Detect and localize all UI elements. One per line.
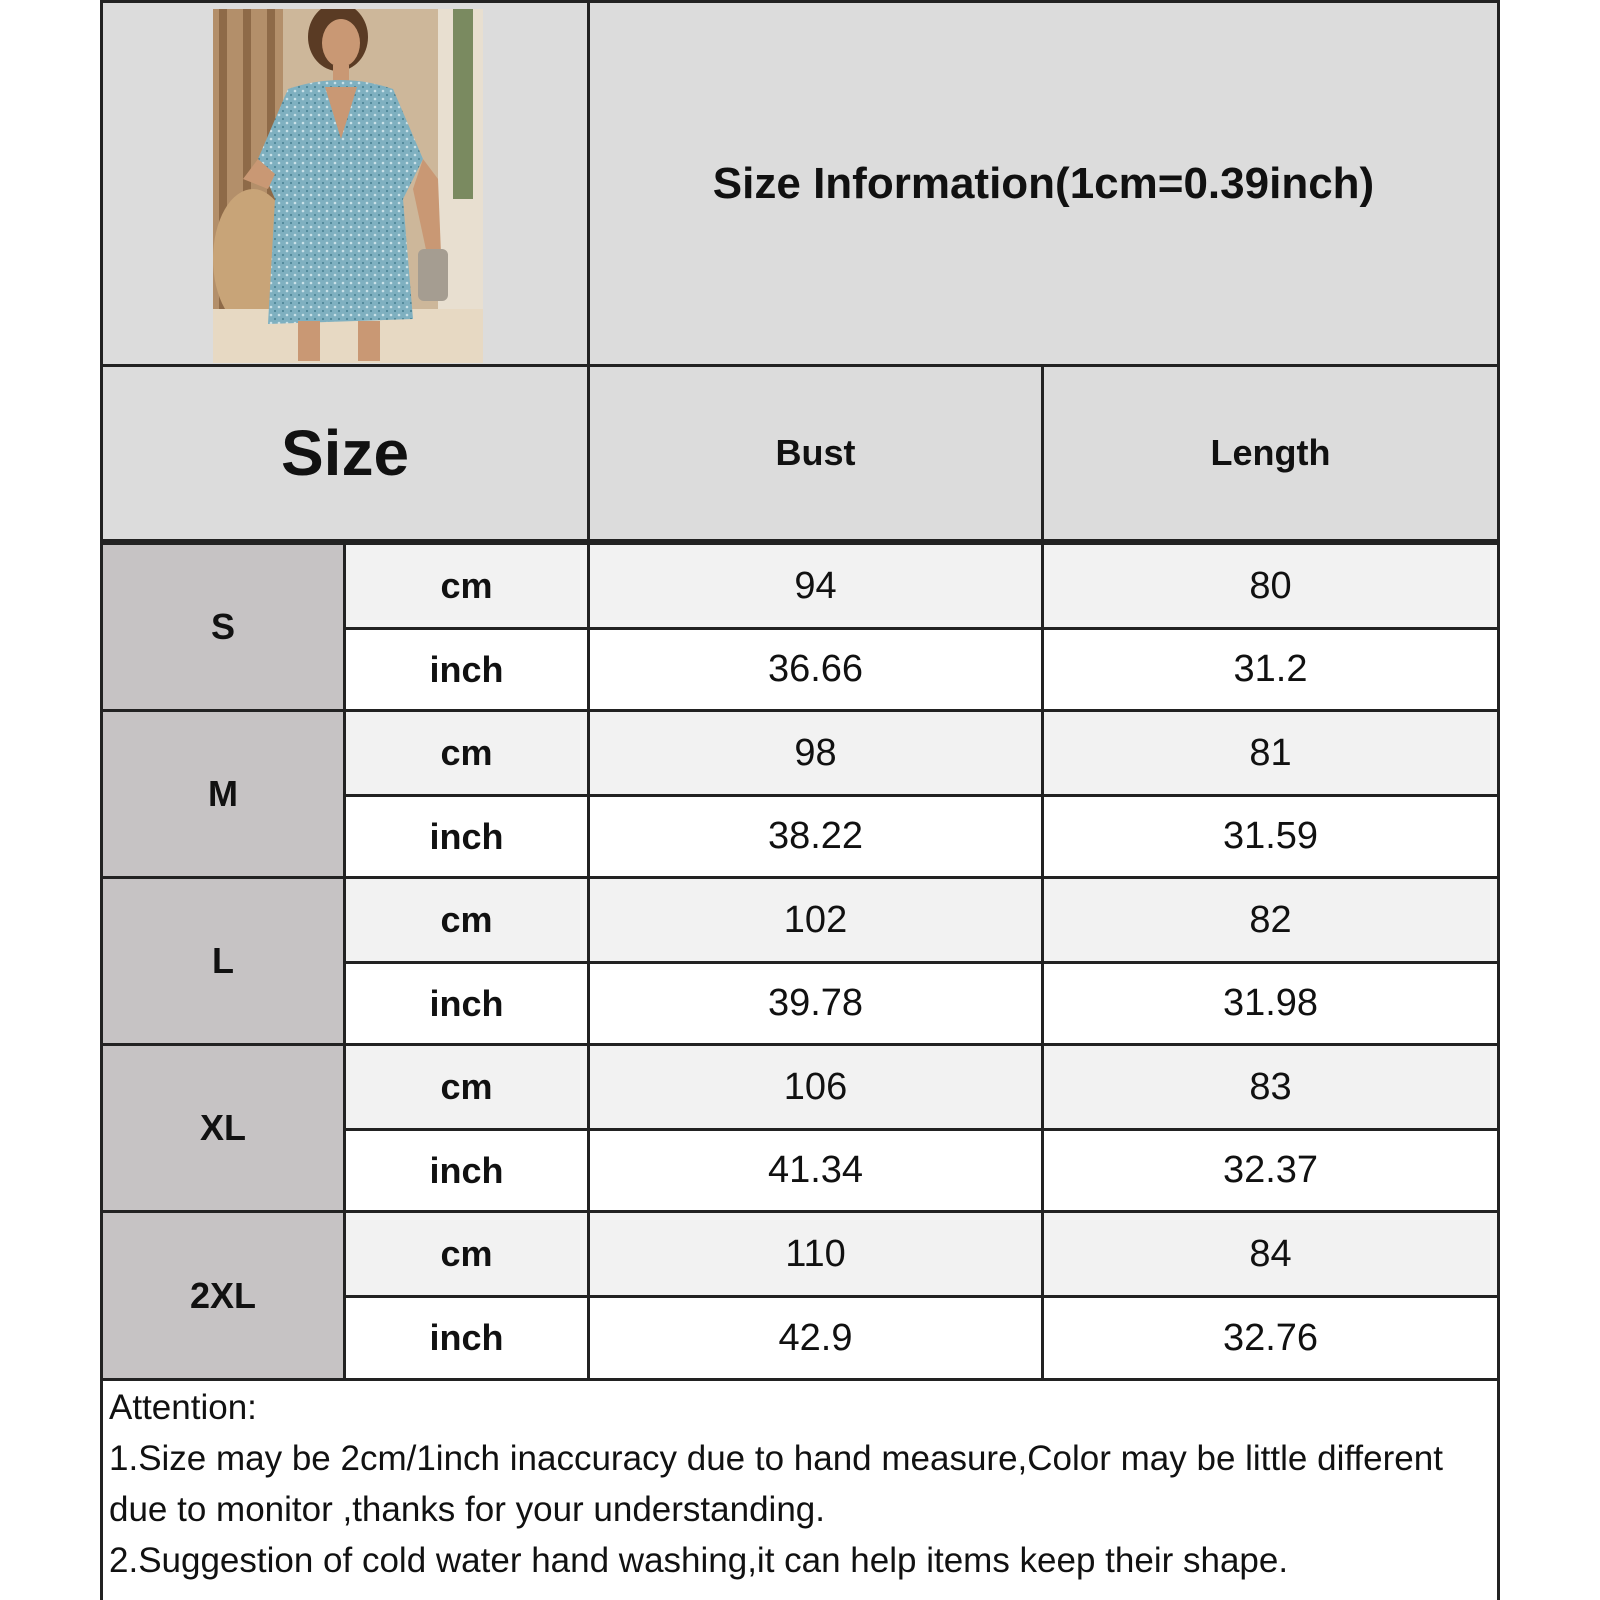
length-value: 31.2 (1233, 648, 1308, 690)
bust-value: 98 (794, 731, 837, 774)
unit-label: cm (440, 1066, 493, 1107)
unit-cell (343, 709, 590, 797)
length-value: 83 (1249, 1065, 1292, 1108)
unit-cell (343, 627, 590, 712)
length-value: 81 (1249, 731, 1292, 774)
length-value: 31.98 (1222, 982, 1319, 1024)
page-title: Size Information(1cm=0.39inch) (712, 158, 1375, 208)
bust-value: 110 (785, 1232, 846, 1275)
product-photo-cell (100, 0, 590, 367)
unit-cell (343, 1295, 590, 1381)
bust-value: 41.34 (767, 1149, 864, 1191)
title-cell (587, 0, 1500, 367)
size-cell (100, 542, 346, 712)
length-value-cell (1041, 542, 1500, 630)
unit-cell (343, 961, 590, 1046)
length-value-cell (1041, 1128, 1500, 1213)
length-value: 84 (1249, 1232, 1292, 1275)
bust-value: 36.66 (767, 648, 864, 690)
length-value-cell (1041, 961, 1500, 1046)
bust-value-cell (587, 1210, 1044, 1298)
bust-value-cell (587, 794, 1044, 879)
bust-value: 39.78 (767, 982, 864, 1024)
bust-value: 94 (794, 564, 837, 607)
bust-value: 106 (783, 1065, 848, 1108)
size-label: XL (199, 1107, 246, 1148)
bust-value-cell (587, 542, 1044, 630)
unit-label: cm (440, 732, 493, 773)
bust-value-cell (587, 876, 1044, 964)
length-header: Length (1210, 432, 1331, 473)
unit-cell (343, 794, 590, 879)
length-value: 32.37 (1222, 1149, 1319, 1191)
size-label: L (212, 940, 234, 981)
length-value: 31.59 (1222, 815, 1319, 857)
model-in-dress-image (213, 9, 483, 363)
unit-cell (343, 542, 590, 630)
length-value-cell (1041, 794, 1500, 879)
unit-label: inch (429, 815, 504, 857)
notes-heading: Attention: (109, 1388, 257, 1427)
size-header: Size (280, 417, 410, 489)
size-cell (100, 1043, 346, 1213)
length-value-cell (1041, 876, 1500, 964)
bust-value: 42.9 (778, 1316, 853, 1359)
size-cell (100, 1210, 346, 1381)
unit-cell (343, 1210, 590, 1298)
size-label: S (210, 606, 235, 647)
bust-header: Bust (775, 432, 856, 473)
length-value: 32.76 (1222, 1316, 1319, 1359)
length-value-cell (1041, 1210, 1500, 1298)
attention-notes (100, 1378, 1500, 1600)
size-cell (100, 709, 346, 879)
product-photo (213, 9, 483, 363)
bust-value-cell (587, 1043, 1044, 1131)
unit-label: cm (440, 899, 493, 940)
length-value: 80 (1249, 564, 1292, 607)
length-value-cell (1041, 709, 1500, 797)
notes-line-1: 1.Size may be 2cm/1inch inaccuracy due to hand measure,Color may be little different due to monitor ,thanks for your understanding. (109, 1439, 1443, 1529)
bust-value-cell (587, 1128, 1044, 1213)
unit-cell (343, 1043, 590, 1131)
unit-cell (343, 1128, 590, 1213)
bust-header-cell (587, 364, 1044, 542)
length-header-cell (1041, 364, 1500, 542)
bust-value: 38.22 (767, 815, 864, 857)
unit-label: cm (440, 565, 493, 606)
length-value-cell (1041, 627, 1500, 712)
bust-value-cell (587, 709, 1044, 797)
unit-label: cm (440, 1233, 493, 1274)
length-value-cell (1041, 1295, 1500, 1381)
size-header-cell (100, 364, 590, 542)
bust-value: 102 (783, 898, 848, 941)
unit-label: inch (429, 648, 504, 690)
size-cell (100, 876, 346, 1046)
length-value-cell (1041, 1043, 1500, 1131)
size-label: 2XL (189, 1274, 257, 1316)
unit-label: inch (429, 1149, 504, 1191)
unit-label: inch (429, 1317, 504, 1358)
notes-line-2: 2.Suggestion of cold water hand washing,it can help items keep their shape. (109, 1541, 1289, 1580)
bust-value-cell (587, 627, 1044, 712)
bust-value-cell (587, 961, 1044, 1046)
unit-cell (343, 876, 590, 964)
unit-label: inch (429, 982, 504, 1024)
bust-value-cell (587, 1295, 1044, 1381)
size-label: M (208, 773, 238, 814)
length-value: 82 (1249, 898, 1292, 941)
